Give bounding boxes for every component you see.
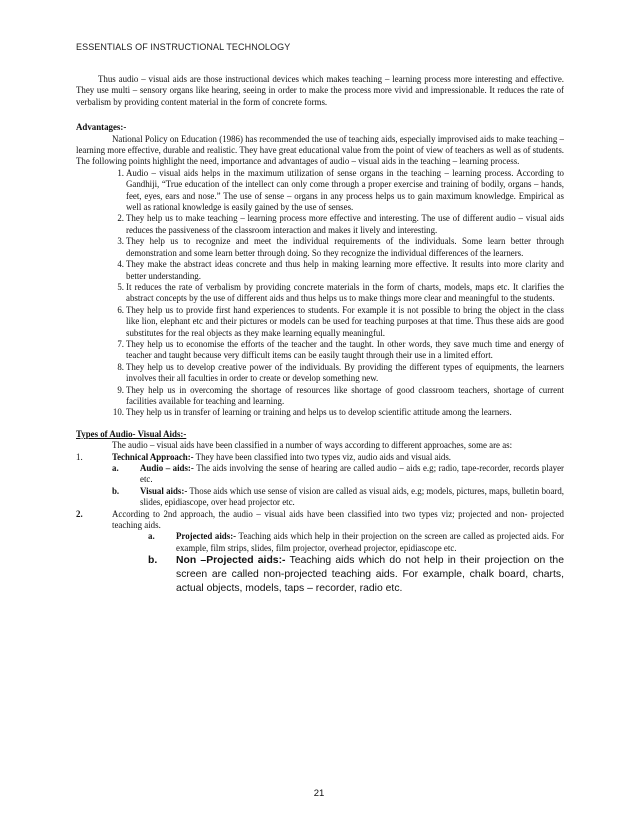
- list-item: [112, 259, 564, 282]
- running-header: ESSENTIALS OF INSTRUCTIONAL TECHNOLOGY: [76, 42, 291, 52]
- sub-item-audio-aids: [112, 463, 565, 486]
- sub-item-projected-aids: [148, 531, 564, 554]
- list-item: [112, 236, 564, 259]
- types-item-text: According to 2nd approach, the audio – visual aids have been classified into two types viz; projected and non- projected teaching aids.: [112, 508, 564, 531]
- list-item-number: 4.: [117, 259, 124, 270]
- sub-item-non-projected-aids: [148, 554, 564, 596]
- list-item-text: They help us to recognize and meet the individual requirements of the individuals. Some learn better through demonstration and some learn better through doing. So they recognize the individual differences of the learners.: [126, 236, 564, 258]
- list-item-number: 7.: [117, 338, 124, 349]
- types-lead-paragraph: The audio – visual aids have been classified in a number of ways according to different approaches, some are as:: [112, 440, 513, 451]
- sub-item-letter: b.: [112, 485, 120, 496]
- sub-item-text: The aids involving the sense of hearing are called audio – aids e.g; radio, tape-recorder, records player etc.: [140, 463, 565, 485]
- list-item-text: They help us to develop creative power of the individuals. By providing the different types of equipments, the learners involves their all faculties in order to create or develop something new.: [126, 361, 564, 384]
- list-item-text: Audio – visual aids helps in the maximum utilization of sense organs in the teaching – learning process. According to Gandhiji, “True education of the intellect can only come through a proper exercise and training of bodily, organs – hands, feet, eyes, ears and nose.” The use of sense – organs in any process helps us to gain maximum knowledge. Empirical as well as rational knowledge is easily gained by the use of senses.: [126, 167, 564, 213]
- list-item: [112, 305, 564, 339]
- sub-item-label: Non –Projected aids:-: [176, 555, 286, 567]
- types-item-label: Technical Approach:-: [112, 451, 194, 462]
- types-item-technical: [76, 452, 564, 509]
- page-number: 21: [313, 788, 325, 799]
- sub-item-label: Visual aids:-: [140, 485, 188, 496]
- types-item-number: 1.: [76, 451, 83, 462]
- list-item: [112, 362, 564, 385]
- page-body: [76, 74, 564, 596]
- intro-paragraph: Thus audio – visual aids are those instructional devices which makes teaching – learning process more interesting and effective. They use multi – sensory organs like hearing, seeing in order to make the process more vivid and impressionable. It reduces the rate of verbalism by providing content material in the form of concrete forms.: [76, 74, 564, 107]
- list-item: [112, 282, 564, 305]
- list-item-number: 9.: [117, 384, 124, 395]
- list-item-number: 6.: [117, 304, 124, 315]
- sub-item-text: Those aids which use sense of vision are called as visual aids, e.g; models, pictures, maps, bulletin board, slides, epidiascope, over head projector etc.: [140, 485, 564, 508]
- types-list: [76, 452, 564, 597]
- list-item-text: They help us in overcoming the shortage of resources like shortage of good classroom teachers, shortage of current facilities available for teaching and learning.: [126, 384, 564, 406]
- types-heading: Types of Audio- Visual Aids:-: [76, 428, 187, 439]
- advantages-lead-paragraph: National Policy on Education (1986) has recommended the use of teaching aids, especially improvised aids to make teaching – learning more effective, durable and realistic. They have great educational value from the point of view of teachers as well as of students. The following points highlight the need, importance and advantages of audio – visual aids in the teaching – learning process.: [76, 133, 564, 167]
- list-item-number: 5.: [117, 281, 124, 292]
- sub-item-label: Audio – aids:-: [140, 463, 194, 473]
- list-item-text: They make the abstract ideas concrete and thus help in making learning more effective. It results into more clarity and better understanding.: [126, 259, 564, 281]
- list-item-number: 8.: [117, 361, 124, 372]
- list-item-text: They help us to make teaching – learning process more effective and interesting. The use of different audio – visual aids reduces the passiveness of the classroom interaction and makes it lively and interesting.: [126, 213, 564, 235]
- types-item-second-approach: [76, 509, 564, 597]
- advantages-heading: Advantages:-: [76, 122, 127, 133]
- list-item-number: 1.: [117, 167, 124, 178]
- sub-item-label: Projected aids:-: [176, 531, 237, 542]
- list-item-text: They help us in transfer of learning or training and helps us to develop scientific attitude among the learners.: [126, 407, 512, 418]
- sub-item-text: Teaching aids which do not help in their projection on the screen are called non-projected teaching aids. For example, chalk board, charts, actual objects, models, taps – recorder, radio etc.: [176, 555, 564, 595]
- types-item-number: 2.: [76, 508, 83, 519]
- list-item: [112, 213, 564, 236]
- list-item-text: It reduces the rate of verbalism by providing concrete materials in the form of charts, models, maps etc. It clarifies the abstract concepts by the use of different aids and thus helps us to make things more clear and meaningful to the students.: [126, 281, 564, 304]
- list-item: [112, 407, 564, 418]
- sub-item-visual-aids: [112, 485, 564, 509]
- list-item: [112, 168, 564, 214]
- list-item-number: 10.: [112, 407, 124, 418]
- sub-item-letter: a.: [148, 531, 155, 542]
- list-item: [112, 385, 564, 408]
- sub-item-letter: a.: [112, 463, 119, 473]
- list-item-text: They help us to economise the efforts of the teacher and the taught. In other words, they save much time and energy of teacher and taught because very difficult items can be easily taught through their use in a limited effort.: [126, 338, 564, 361]
- list-item-text: They help us to provide first hand experiences to students. For example it is not possible to bring the object in the class like lion, elephant etc and their pictures or models can be used for teaching purposes at that time. Thus these aids are good substitutes for the real objects as they make learning equally meaningful.: [126, 304, 564, 338]
- sub-item-text: Teaching aids which help in their projection on the screen are called as projected aids. For example, film strips, slides, film projector, overhead projector, epidiascope etc.: [176, 531, 564, 553]
- advantages-list: [76, 168, 564, 419]
- sub-item-letter: b.: [148, 555, 158, 567]
- types-sub-list: [112, 463, 564, 509]
- types-item-text: They have been classified into two types viz, audio aids and visual aids.: [193, 451, 452, 462]
- list-item-number: 3.: [117, 236, 124, 247]
- list-item-number: 2.: [117, 213, 124, 224]
- types-sub-list: [148, 531, 564, 596]
- list-item: [112, 339, 564, 362]
